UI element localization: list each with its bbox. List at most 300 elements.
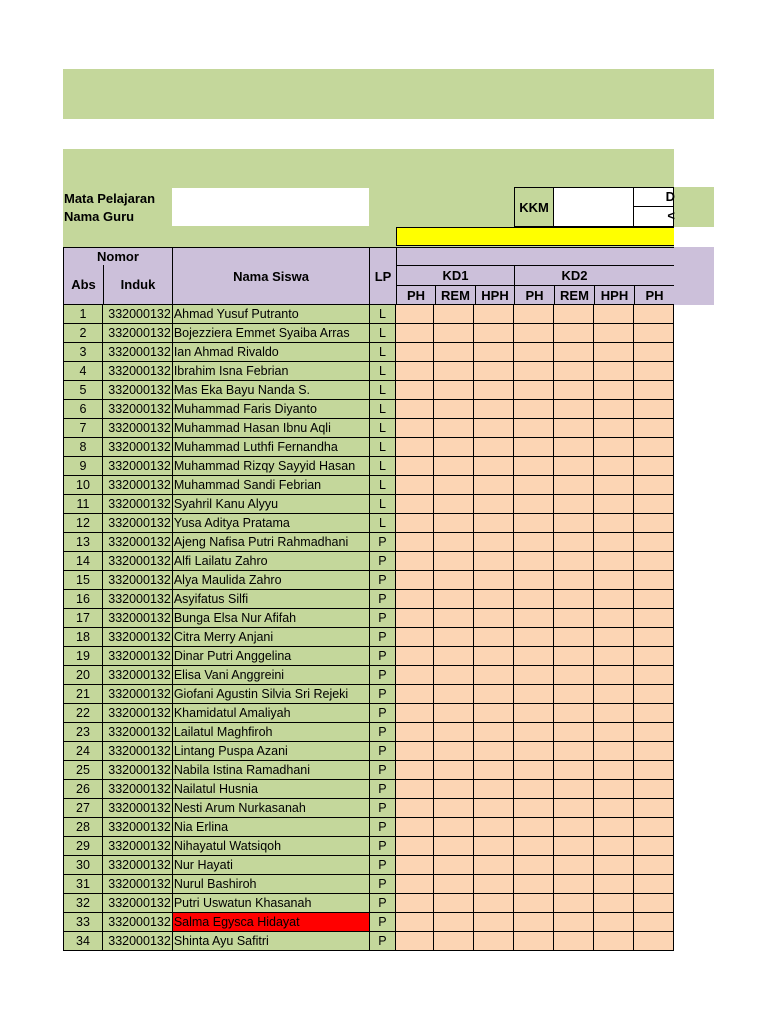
score-cell[interactable] <box>434 438 474 457</box>
score-cell[interactable] <box>434 609 474 628</box>
score-cell[interactable] <box>634 476 674 495</box>
score-cell[interactable] <box>634 666 674 685</box>
score-cell[interactable] <box>514 552 554 571</box>
score-cell[interactable] <box>514 343 554 362</box>
score-cell[interactable] <box>396 381 434 400</box>
score-cell[interactable] <box>434 647 474 666</box>
score-cell[interactable] <box>474 799 514 818</box>
score-cell[interactable] <box>434 875 474 894</box>
score-cell[interactable] <box>594 932 634 951</box>
score-cell[interactable] <box>474 343 514 362</box>
score-cell[interactable] <box>594 552 634 571</box>
score-cell[interactable] <box>474 875 514 894</box>
score-cell[interactable] <box>554 419 594 438</box>
score-cell[interactable] <box>434 894 474 913</box>
score-cell[interactable] <box>474 742 514 761</box>
sub-header-hph: HPH <box>475 285 515 305</box>
score-cell[interactable] <box>474 761 514 780</box>
induk-cell: 332000132 <box>103 343 173 362</box>
score-cell[interactable] <box>554 476 594 495</box>
score-cell[interactable] <box>396 894 434 913</box>
score-cell[interactable] <box>554 666 594 685</box>
score-cell[interactable] <box>396 666 434 685</box>
score-cell[interactable] <box>434 495 474 514</box>
score-cell[interactable] <box>594 571 634 590</box>
nama-cell: Putri Uswatun Khasanah <box>173 894 370 913</box>
score-cell[interactable] <box>634 818 674 837</box>
abs-cell: 17 <box>63 609 103 628</box>
score-cell[interactable] <box>396 552 434 571</box>
score-cell[interactable] <box>554 780 594 799</box>
score-cell[interactable] <box>434 761 474 780</box>
score-cell[interactable] <box>434 533 474 552</box>
score-cell[interactable] <box>396 305 434 324</box>
score-cell[interactable] <box>554 932 594 951</box>
induk-cell: 332000132 <box>103 704 173 723</box>
score-cell[interactable] <box>594 495 634 514</box>
score-cell[interactable] <box>474 780 514 799</box>
score-cell[interactable] <box>474 723 514 742</box>
score-cell[interactable] <box>634 438 674 457</box>
score-cell[interactable] <box>396 723 434 742</box>
score-cell[interactable] <box>554 495 594 514</box>
induk-cell: 332000132 <box>103 647 173 666</box>
abs-cell: 4 <box>63 362 103 381</box>
score-cell[interactable] <box>514 495 554 514</box>
score-cell[interactable] <box>634 742 674 761</box>
score-cell[interactable] <box>634 552 674 571</box>
score-cell[interactable] <box>634 343 674 362</box>
score-cell[interactable] <box>396 476 434 495</box>
score-cell[interactable] <box>594 457 634 476</box>
score-cell[interactable] <box>594 894 634 913</box>
score-cell[interactable] <box>634 324 674 343</box>
score-cell[interactable] <box>594 438 634 457</box>
induk-cell: 332000132 <box>103 495 173 514</box>
score-cell[interactable] <box>594 343 634 362</box>
score-cell[interactable] <box>434 818 474 837</box>
score-cell[interactable] <box>514 704 554 723</box>
score-cell[interactable] <box>594 362 634 381</box>
kd-group-header-top <box>396 247 674 266</box>
score-cell[interactable] <box>396 438 434 457</box>
score-cell[interactable] <box>474 419 514 438</box>
score-cell[interactable] <box>554 875 594 894</box>
kkm-input[interactable] <box>554 187 634 227</box>
score-cell[interactable] <box>634 894 674 913</box>
score-cell[interactable] <box>434 419 474 438</box>
score-cell[interactable] <box>474 457 514 476</box>
induk-cell: 332000132 <box>103 761 173 780</box>
score-cell[interactable] <box>594 666 634 685</box>
score-cell[interactable] <box>434 666 474 685</box>
lp-cell: P <box>370 723 397 742</box>
nama-cell: Syahril Kanu Alyyu <box>173 495 370 514</box>
score-cell[interactable] <box>434 552 474 571</box>
score-cell[interactable] <box>434 913 474 932</box>
score-cell[interactable] <box>554 799 594 818</box>
score-cell[interactable] <box>434 400 474 419</box>
score-cell[interactable] <box>594 685 634 704</box>
score-cell[interactable] <box>514 571 554 590</box>
score-cell[interactable] <box>434 514 474 533</box>
score-cell[interactable] <box>474 913 514 932</box>
score-cell[interactable] <box>594 856 634 875</box>
score-cell[interactable] <box>514 723 554 742</box>
score-cell[interactable] <box>594 723 634 742</box>
score-cell[interactable] <box>554 761 594 780</box>
score-cell[interactable] <box>434 628 474 647</box>
score-cell[interactable] <box>396 837 434 856</box>
score-cell[interactable] <box>634 457 674 476</box>
score-cell[interactable] <box>594 913 634 932</box>
sub-header-rem: REM <box>554 285 595 305</box>
score-cell[interactable] <box>554 685 594 704</box>
kd2-header: KD2 <box>514 265 635 286</box>
score-cell[interactable] <box>594 514 634 533</box>
score-cell[interactable] <box>554 628 594 647</box>
score-cell[interactable] <box>634 704 674 723</box>
score-cell[interactable] <box>514 533 554 552</box>
score-cell[interactable] <box>594 742 634 761</box>
score-cell[interactable] <box>396 685 434 704</box>
score-cell[interactable] <box>554 856 594 875</box>
score-cell[interactable] <box>434 305 474 324</box>
lp-cell: L <box>370 438 397 457</box>
score-cell[interactable] <box>474 438 514 457</box>
score-cell[interactable] <box>474 571 514 590</box>
score-cell[interactable] <box>434 381 474 400</box>
score-cell[interactable] <box>514 685 554 704</box>
score-cell[interactable] <box>396 628 434 647</box>
score-cell[interactable] <box>434 362 474 381</box>
score-cell[interactable] <box>634 381 674 400</box>
score-cell[interactable] <box>396 324 434 343</box>
table-row <box>63 723 674 742</box>
score-cell[interactable] <box>474 837 514 856</box>
score-cell[interactable] <box>634 533 674 552</box>
score-cell[interactable] <box>594 305 634 324</box>
score-cell[interactable] <box>474 609 514 628</box>
score-cell[interactable] <box>474 628 514 647</box>
nama-cell: Nabila Istina Ramadhani <box>173 761 370 780</box>
score-cell[interactable] <box>634 419 674 438</box>
score-cell[interactable] <box>554 609 594 628</box>
score-cell[interactable] <box>634 495 674 514</box>
score-cell[interactable] <box>434 704 474 723</box>
score-cell[interactable] <box>554 362 594 381</box>
score-cell[interactable] <box>474 932 514 951</box>
induk-cell: 332000132 <box>103 571 173 590</box>
score-cell[interactable] <box>634 875 674 894</box>
nama-cell: Nia Erlina <box>173 818 370 837</box>
table-row <box>63 666 674 685</box>
score-cell[interactable] <box>554 324 594 343</box>
score-cell[interactable] <box>514 514 554 533</box>
score-cell[interactable] <box>474 533 514 552</box>
nama-cell: Ahmad Yusuf Putranto <box>173 305 370 324</box>
score-cell[interactable] <box>514 837 554 856</box>
score-cell[interactable] <box>514 438 554 457</box>
score-cell[interactable] <box>594 818 634 837</box>
score-cell[interactable] <box>514 894 554 913</box>
score-cell[interactable] <box>514 381 554 400</box>
score-cell[interactable] <box>594 647 634 666</box>
nama-cell: Nur Hayati <box>173 856 370 875</box>
kd1-header: KD1 <box>396 265 515 286</box>
score-cell[interactable] <box>554 590 594 609</box>
score-cell[interactable] <box>396 875 434 894</box>
score-cell[interactable] <box>396 647 434 666</box>
score-cell[interactable] <box>514 400 554 419</box>
score-cell[interactable] <box>396 533 434 552</box>
score-cell[interactable] <box>594 381 634 400</box>
score-cell[interactable] <box>634 913 674 932</box>
induk-cell: 332000132 <box>103 875 173 894</box>
score-cell[interactable] <box>474 362 514 381</box>
score-cell[interactable] <box>396 343 434 362</box>
score-cell[interactable] <box>396 400 434 419</box>
score-cell[interactable] <box>474 704 514 723</box>
score-cell[interactable] <box>396 419 434 438</box>
score-cell[interactable] <box>514 799 554 818</box>
score-cell[interactable] <box>474 305 514 324</box>
score-cell[interactable] <box>634 837 674 856</box>
score-cell[interactable] <box>396 457 434 476</box>
score-cell[interactable] <box>396 932 434 951</box>
score-cell[interactable] <box>474 666 514 685</box>
score-cell[interactable] <box>634 609 674 628</box>
score-cell[interactable] <box>434 571 474 590</box>
abs-cell: 21 <box>63 685 103 704</box>
score-cell[interactable] <box>514 742 554 761</box>
score-cell[interactable] <box>474 894 514 913</box>
score-cell[interactable] <box>396 818 434 837</box>
score-cell[interactable] <box>474 647 514 666</box>
score-cell[interactable] <box>594 837 634 856</box>
table-row <box>63 742 674 761</box>
score-cell[interactable] <box>434 476 474 495</box>
score-cell[interactable] <box>434 932 474 951</box>
score-cell[interactable] <box>396 609 434 628</box>
score-cell[interactable] <box>554 818 594 837</box>
score-cell[interactable] <box>634 856 674 875</box>
score-cell[interactable] <box>554 343 594 362</box>
score-cell[interactable] <box>514 818 554 837</box>
score-cell[interactable] <box>514 305 554 324</box>
score-cell[interactable] <box>396 571 434 590</box>
score-cell[interactable] <box>434 856 474 875</box>
score-cell[interactable] <box>514 761 554 780</box>
score-cell[interactable] <box>396 362 434 381</box>
score-cell[interactable] <box>554 533 594 552</box>
score-cell[interactable] <box>594 590 634 609</box>
mata-pelajaran-nama-guru-input[interactable] <box>172 188 369 226</box>
score-cell[interactable] <box>514 666 554 685</box>
lp-cell: L <box>370 343 397 362</box>
induk-cell: 332000132 <box>103 799 173 818</box>
score-cell[interactable] <box>434 837 474 856</box>
nama-cell: Yusa Aditya Pratama <box>173 514 370 533</box>
score-cell[interactable] <box>474 818 514 837</box>
sub-header-ph: PH <box>634 285 674 305</box>
score-cell[interactable] <box>634 590 674 609</box>
score-cell[interactable] <box>554 837 594 856</box>
score-cell[interactable] <box>474 381 514 400</box>
score-cell[interactable] <box>434 723 474 742</box>
table-row <box>63 818 674 837</box>
nama-cell: Muhammad Luthfi Fernandha <box>173 438 370 457</box>
table-row <box>63 761 674 780</box>
score-cell[interactable] <box>434 685 474 704</box>
score-cell[interactable] <box>514 362 554 381</box>
score-cell[interactable] <box>434 343 474 362</box>
score-cell[interactable] <box>514 647 554 666</box>
score-cell[interactable] <box>514 419 554 438</box>
score-cell[interactable] <box>396 704 434 723</box>
table-row <box>63 571 674 590</box>
score-cell[interactable] <box>594 780 634 799</box>
table-row <box>63 457 674 476</box>
score-cell[interactable] <box>514 780 554 799</box>
score-cell[interactable] <box>554 894 594 913</box>
score-cell[interactable] <box>396 590 434 609</box>
score-cell[interactable] <box>634 400 674 419</box>
lp-cell: P <box>370 780 397 799</box>
lp-cell: L <box>370 381 397 400</box>
table-row <box>63 799 674 818</box>
score-cell[interactable] <box>514 590 554 609</box>
score-cell[interactable] <box>396 913 434 932</box>
score-cell[interactable] <box>594 761 634 780</box>
lp-cell: P <box>370 647 397 666</box>
score-cell[interactable] <box>554 400 594 419</box>
score-cell[interactable] <box>514 875 554 894</box>
score-cell[interactable] <box>474 856 514 875</box>
score-cell[interactable] <box>554 647 594 666</box>
score-cell[interactable] <box>634 305 674 324</box>
nama-cell: Elisa Vani Anggreini <box>173 666 370 685</box>
score-cell[interactable] <box>514 932 554 951</box>
score-cell[interactable] <box>594 476 634 495</box>
score-cell[interactable] <box>474 324 514 343</box>
score-cell[interactable] <box>434 324 474 343</box>
score-cell[interactable] <box>554 514 594 533</box>
score-cell[interactable] <box>634 647 674 666</box>
score-cell[interactable] <box>554 704 594 723</box>
nama-cell: Citra Merry Anjani <box>173 628 370 647</box>
score-cell[interactable] <box>594 324 634 343</box>
table-row <box>63 837 674 856</box>
score-cell[interactable] <box>634 780 674 799</box>
induk-cell: 332000132 <box>103 780 173 799</box>
induk-cell: 332000132 <box>103 324 173 343</box>
score-cell[interactable] <box>396 761 434 780</box>
table-row <box>63 685 674 704</box>
abs-cell: 7 <box>63 419 103 438</box>
abs-cell: 24 <box>63 742 103 761</box>
score-cell[interactable] <box>634 628 674 647</box>
abs-cell: 9 <box>63 457 103 476</box>
score-cell[interactable] <box>634 571 674 590</box>
score-cell[interactable] <box>514 628 554 647</box>
score-cell[interactable] <box>474 685 514 704</box>
score-cell[interactable] <box>434 457 474 476</box>
mata-pelajaran-value <box>172 188 369 192</box>
table-row <box>63 875 674 894</box>
score-cell[interactable] <box>396 799 434 818</box>
abs-cell: 27 <box>63 799 103 818</box>
score-cell[interactable] <box>594 533 634 552</box>
score-cell[interactable] <box>554 552 594 571</box>
score-cell[interactable] <box>594 628 634 647</box>
nama-cell: Shinta Ayu Safitri <box>173 932 370 951</box>
nama-cell: Lintang Puspa Azani <box>173 742 370 761</box>
score-cell[interactable] <box>396 495 434 514</box>
abs-cell: 2 <box>63 324 103 343</box>
score-cell[interactable] <box>434 590 474 609</box>
score-cell[interactable] <box>554 571 594 590</box>
score-cell[interactable] <box>594 704 634 723</box>
score-cell[interactable] <box>514 476 554 495</box>
score-cell[interactable] <box>514 609 554 628</box>
score-cell[interactable] <box>594 419 634 438</box>
induk-cell: 332000132 <box>103 514 173 533</box>
score-cell[interactable] <box>514 457 554 476</box>
score-cell[interactable] <box>474 590 514 609</box>
score-cell[interactable] <box>474 552 514 571</box>
score-cell[interactable] <box>634 723 674 742</box>
lp-cell: P <box>370 590 397 609</box>
score-cell[interactable] <box>634 761 674 780</box>
score-cell[interactable] <box>634 362 674 381</box>
score-cell[interactable] <box>634 932 674 951</box>
induk-cell: 332000132 <box>103 837 173 856</box>
score-cell[interactable] <box>554 913 594 932</box>
score-cell[interactable] <box>396 780 434 799</box>
nama-cell: Nesti Arum Nurkasanah <box>173 799 370 818</box>
score-cell[interactable] <box>594 400 634 419</box>
score-cell[interactable] <box>554 381 594 400</box>
score-cell[interactable] <box>396 742 434 761</box>
score-cell[interactable] <box>434 799 474 818</box>
score-cell[interactable] <box>396 514 434 533</box>
score-cell[interactable] <box>554 438 594 457</box>
score-cell[interactable] <box>634 514 674 533</box>
score-cell[interactable] <box>434 742 474 761</box>
abs-cell: 16 <box>63 590 103 609</box>
score-cell[interactable] <box>474 495 514 514</box>
score-cell[interactable] <box>474 514 514 533</box>
score-cell[interactable] <box>514 324 554 343</box>
table-row <box>63 400 674 419</box>
score-cell[interactable] <box>554 742 594 761</box>
score-cell[interactable] <box>554 457 594 476</box>
score-cell[interactable] <box>634 685 674 704</box>
score-cell[interactable] <box>554 305 594 324</box>
score-cell[interactable] <box>634 799 674 818</box>
score-cell[interactable] <box>474 476 514 495</box>
score-cell[interactable] <box>594 609 634 628</box>
score-cell[interactable] <box>594 875 634 894</box>
score-cell[interactable] <box>554 723 594 742</box>
score-cell[interactable] <box>594 799 634 818</box>
score-cell[interactable] <box>514 913 554 932</box>
score-cell[interactable] <box>474 400 514 419</box>
score-cell[interactable] <box>396 856 434 875</box>
score-cell[interactable] <box>514 856 554 875</box>
score-cell[interactable] <box>434 780 474 799</box>
